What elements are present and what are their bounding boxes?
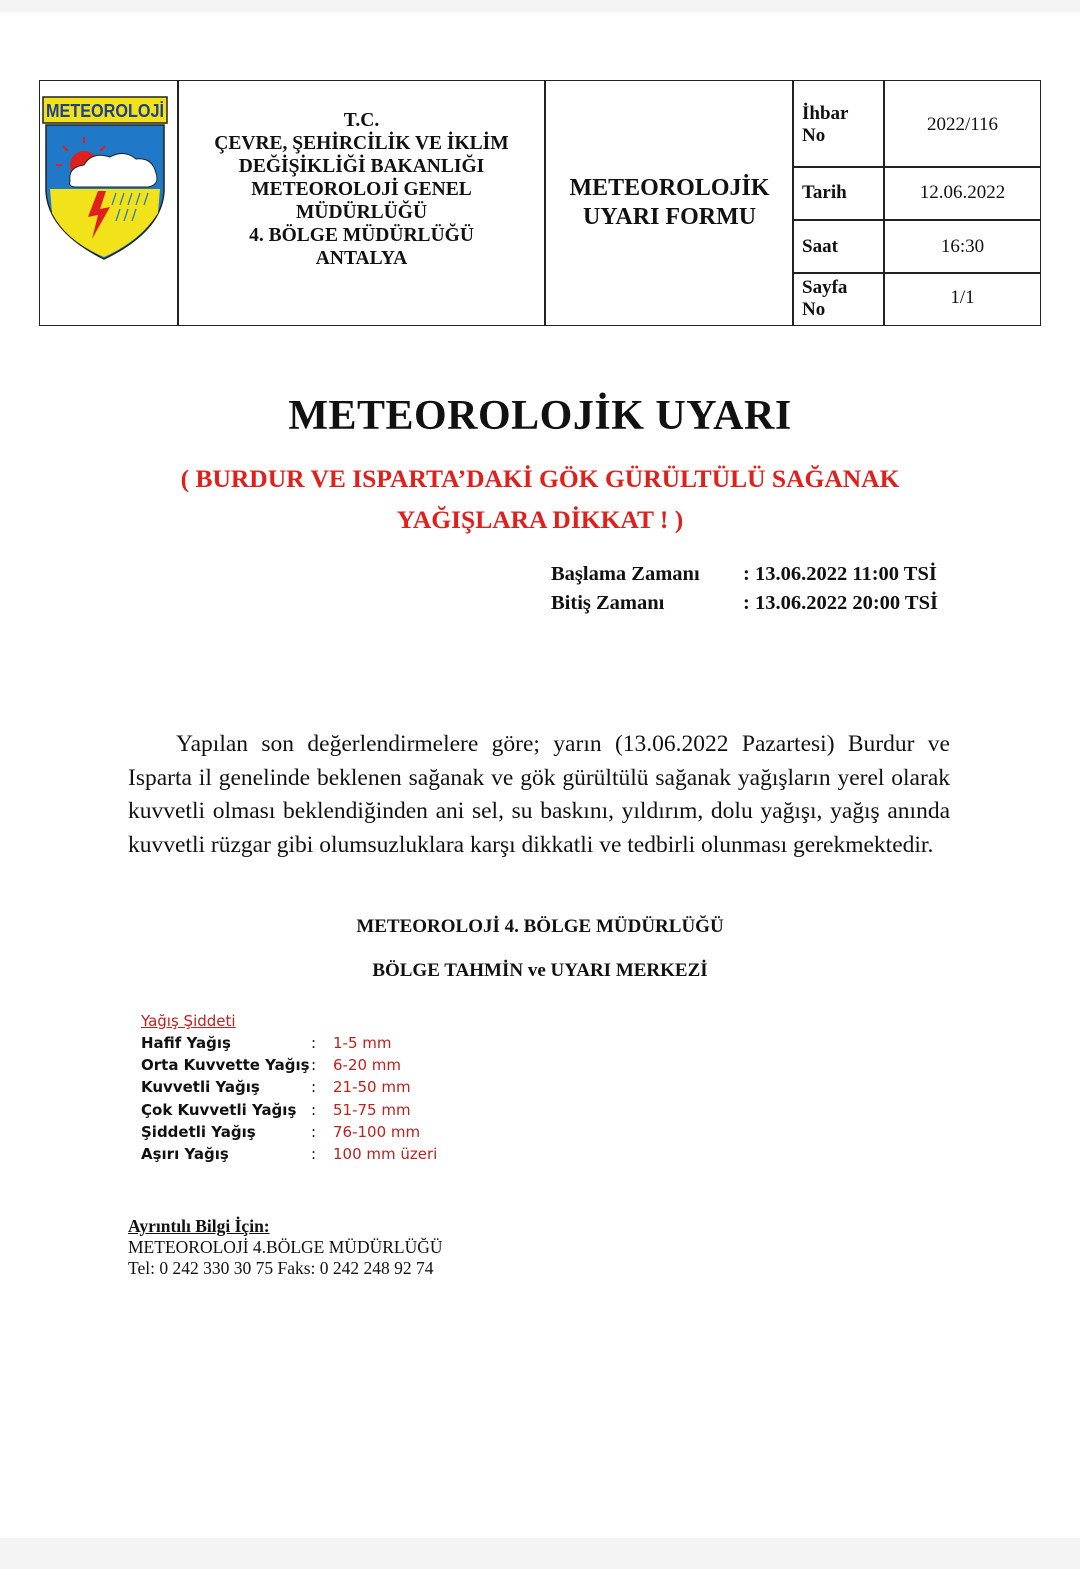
- ministry-line: ÇEVRE, ŞEHİRCİLİK VE İKLİM: [214, 133, 509, 154]
- intensity-value: 1-5 mm: [333, 1034, 392, 1052]
- colon: :: [311, 1078, 317, 1097]
- intensity-row: [141, 1121, 437, 1143]
- meteoroloji-logo: [40, 81, 177, 324]
- intensity-value: 21-50 mm: [333, 1078, 411, 1097]
- ihbar-no-label: [802, 103, 848, 147]
- colon: :: [311, 1100, 317, 1119]
- label-line: Sayfa: [802, 277, 848, 298]
- form-title-line: METEOROLOJİK: [569, 175, 770, 201]
- contact-phone: Tel: 0 242 330 30 75 Faks: 0 242 248 92 74: [128, 1258, 434, 1278]
- divider: [793, 272, 1040, 274]
- form-title-line: UYARI FORMU: [582, 204, 757, 230]
- divider: [793, 166, 1040, 168]
- tarih-label: Tarih: [802, 182, 847, 203]
- rain-intensity-table: [141, 1010, 437, 1165]
- contact-heading: Ayrıntılı Bilgi İçin:: [128, 1216, 270, 1236]
- contact-org: METEOROLOJİ 4.BÖLGE MÜDÜRLÜĞÜ: [128, 1237, 443, 1257]
- form-title: [546, 174, 793, 232]
- validity-times: [551, 560, 938, 618]
- intensity-name: Çok Kuvvetli Yağış: [141, 1100, 297, 1119]
- warning-subtitle: [120, 458, 960, 540]
- subtitle-line: ( BURDUR VE ISPARTA’DAKİ GÖK GÜRÜLTÜLÜ SAĞANAK: [180, 464, 900, 493]
- divider: [793, 219, 1040, 221]
- intensity-value: 76-100 mm: [333, 1122, 421, 1141]
- subtitle-line: YAĞIŞLARA DİKKAT ! ): [396, 505, 684, 534]
- bottom-margin: [0, 1538, 1080, 1569]
- label-line: İhbar: [802, 103, 849, 124]
- end-time-label: Bitiş Zamanı: [551, 592, 665, 614]
- tarih-value: 12.06.2022: [919, 182, 1006, 203]
- ministry-line: METEOROLOJİ GENEL: [251, 179, 472, 200]
- header-table: [39, 80, 1041, 326]
- ministry-line: MÜDÜRLÜĞÜ: [295, 202, 428, 223]
- intensity-name: Hafif Yağış: [141, 1034, 231, 1052]
- contact-info: [128, 1216, 443, 1279]
- intensity-name: Şiddetli Yağış: [141, 1122, 256, 1141]
- start-time-row: [551, 560, 938, 589]
- warning-body: Yapılan son değerlendirmelere göre; yarın (13.06.2022 Pazartesi) Burdur ve Isparta il genelinde beklenen sağanak ve gök gürültülü sağanak yağışların yerel olarak kuvvetli olması beklendiğinden ani sel, su baskını, yıldırım, dolu yağışı, yağış anında kuvvetli rüzgar gibi olumsuzluklara karşı dikkatli ve tedbirli olunması gerekmektedir.: [128, 731, 950, 858]
- start-time-value: : 13.06.2022 11:00 TSİ: [743, 563, 937, 585]
- colon: :: [311, 1034, 317, 1052]
- intensity-value: 6-20 mm: [333, 1056, 402, 1075]
- warning-title: METEOROLOJİK UYARI: [288, 393, 792, 439]
- intensity-row: [141, 1099, 437, 1121]
- intensity-name: Kuvvetli Yağış: [141, 1078, 260, 1097]
- end-time-row: [551, 589, 938, 618]
- sayfa-no-value: 1/1: [950, 287, 975, 308]
- sayfa-no-label: [802, 277, 847, 321]
- intensity-row: [141, 1032, 437, 1054]
- intensity-row: [141, 1054, 437, 1076]
- signature-line: BÖLGE TAHMİN ve UYARI MERKEZİ: [372, 960, 708, 981]
- intensity-row: [141, 1076, 437, 1098]
- colon: :: [311, 1056, 317, 1075]
- document-page: [0, 12, 1080, 1538]
- ministry-line: DEĞİŞİKLİĞİ BAKANLIĞI: [238, 156, 485, 177]
- colon: :: [311, 1122, 317, 1141]
- ministry-line: ANTALYA: [315, 248, 408, 269]
- ministry-name: [178, 109, 545, 270]
- intensity-value: 51-75 mm: [333, 1100, 411, 1119]
- saat-label: Saat: [802, 236, 838, 257]
- intensity-name: Orta Kuvvette Yağış: [141, 1056, 310, 1075]
- ministry-line: 4. BÖLGE MÜDÜRLÜĞÜ: [249, 225, 474, 246]
- signature-line: METEOROLOJİ 4. BÖLGE MÜDÜRLÜĞÜ: [356, 916, 724, 937]
- logo-text: METEOROLOJİ: [46, 101, 164, 121]
- colon: :: [311, 1145, 317, 1164]
- saat-value: 16:30: [940, 236, 985, 257]
- intensity-value: 100 mm üzeri: [333, 1145, 438, 1164]
- end-time-value: : 13.06.2022 20:00 TSİ: [743, 592, 938, 614]
- ministry-line: T.C.: [343, 110, 380, 131]
- intensity-name: Aşırı Yağış: [141, 1145, 229, 1164]
- label-line: No: [802, 125, 826, 146]
- start-time-label: Başlama Zamanı: [551, 563, 700, 585]
- label-line: No: [802, 299, 826, 320]
- intensity-row: [141, 1143, 437, 1165]
- intensity-title: Yağış Şiddeti: [141, 1012, 236, 1030]
- ihbar-no-value: 2022/116: [926, 114, 999, 135]
